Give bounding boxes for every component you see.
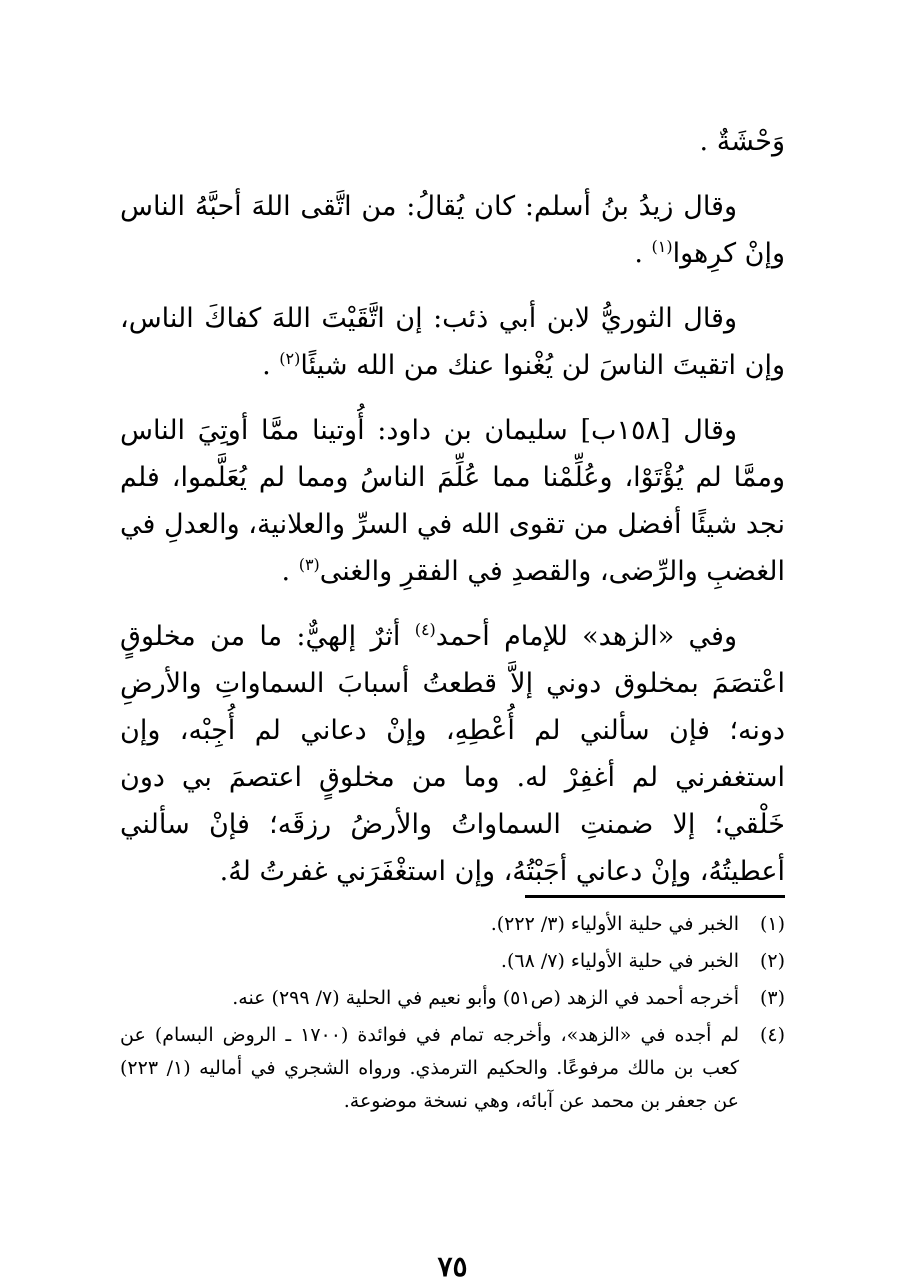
paragraph-1 [120, 183, 785, 277]
paragraph-4-text-b: أثرٌ إلهيٌّ: ما من مخلوقٍ اعْتصَمَ بمخلوق دوني إلاَّ قطعتُ أسبابَ السماواتِ والأرضِ دونه؛ فإن سألني لم أُعْطِهِ، وإنْ دعاني لم أُجِبْه، وإن استغفرني لم أغفِرْ له. وما من مخلوقٍ اعتصمَ بي دون خَلْقي؛ إلا ضمنتِ السماواتُ والأرضُ رزقَه؛ فإنْ سألني أعطيتُهُ، وإنْ دعاني أجَبْتُهُ، وإن استغْفَرَني غفرتُ لهُ. [120, 621, 785, 887]
paragraph-0-text: وَحْشَةٌ . [699, 126, 785, 157]
paragraph-3-end: . [281, 556, 299, 587]
footnote-text: الخبر في حلية الأولياء (٧/ ٦٨). [500, 950, 739, 972]
paragraph-3-text: وقال [١٥٨ب] سليمان بن داود: أُوتينا ممَّا أوتِيَ الناس وممَّا لم يُؤْتَوْا، وعُلِّمْنا مما عُلِّمَ الناسُ ومما لم يُعَلَّموا، فلم نجد شيئًا أفضل من تقوى الله في السرِّ والعلانية، والعدلِ في الغضبِ والرِّضى، والقصدِ في الفقرِ والغنى [120, 415, 785, 587]
footnote-text: لم أجده في «الزهد»، وأخرجه تمام في فوائدة (١٧٠٠ ـ الروض البسام) عن كعب بن مالك مرفوعًا. والحكيم الترمذي. ورواه الشجري في أماليه (١/ ٢٢٣) عن جعفر بن محمد عن آبائه، وهي نسخة موضوعة. [120, 1024, 739, 1112]
footnote-divider [525, 895, 785, 898]
paragraph-2 [120, 295, 785, 389]
paragraph-4-text-a: وفي «الزهد» للإمام أحمد [435, 621, 737, 652]
footnote-number: (٤) [759, 1024, 785, 1046]
paragraph-2-text: وقال الثوريُّ لابن أبي ذئب: إن اتَّقَيْتَ اللهَ كفاكَ الناس، وإن اتقيتَ الناسَ لن يُغْنوا عنك من الله شيئًا [120, 303, 785, 381]
paragraph-1-text: وقال زيدُ بنُ أسلم: كان يُقالُ: من اتَّقى اللهَ أحبَّهُ الناس وإنْ كرِهوا [120, 191, 785, 269]
paragraph-3 [120, 407, 785, 595]
footnote-4 [120, 1019, 785, 1118]
paragraph-0 [120, 118, 785, 165]
footnote-text: أخرجه أحمد في الزهد (ص٥١) وأبو نعيم في الحلية (٧/ ٢٩٩) عنه. [232, 987, 739, 1009]
page-number: ٧٥ [437, 1250, 468, 1283]
footnote-1 [120, 908, 785, 941]
footnote-3 [120, 982, 785, 1015]
footnote-ref-2[interactable]: (٢) [279, 349, 301, 368]
footnote-2 [120, 945, 785, 978]
footnote-ref-4[interactable]: (٤) [414, 620, 436, 639]
footnote-ref-1[interactable]: (١) [651, 237, 673, 256]
paragraph-2-end: . [262, 350, 280, 381]
paragraph-4 [120, 613, 785, 895]
footnote-text: الخبر في حلية الأولياء (٣/ ٢٢٢). [490, 913, 739, 935]
footnote-ref-3[interactable]: (٣) [298, 555, 320, 574]
footnote-number: (٢) [759, 950, 785, 972]
footnote-number: (٣) [759, 987, 785, 1009]
page-body [120, 118, 785, 1283]
footnote-number: (١) [759, 913, 785, 935]
paragraph-1-end: . [634, 238, 652, 269]
footnotes [120, 908, 785, 1122]
